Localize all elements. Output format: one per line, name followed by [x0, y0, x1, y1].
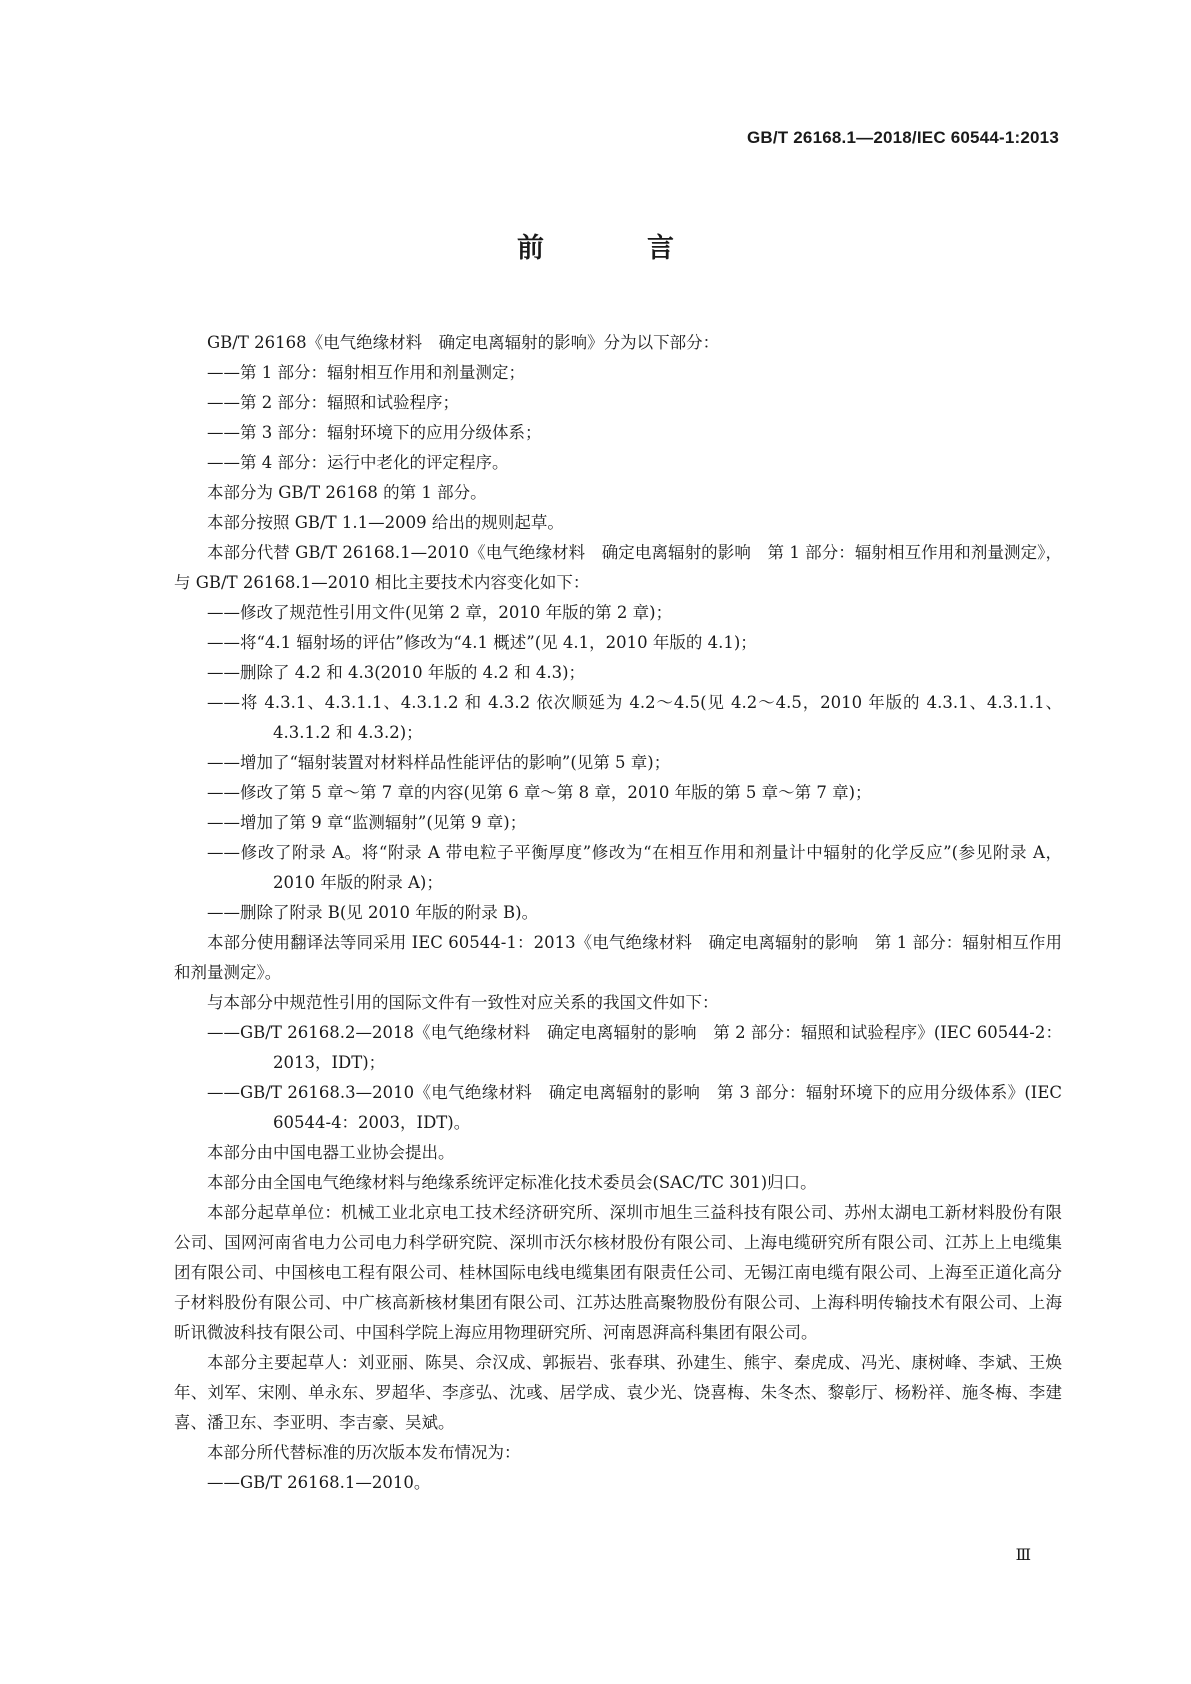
- paragraph: 本部分起草单位：机械工业北京电工技术经济研究所、深圳市旭生三益科技有限公司、苏州太湖电工新材料股份有限公司、国网河南省电力公司电力科学研究院、深圳市沃尔核材股份有限公司、上海电缆研究所有限公司、江苏上上电缆集团有限公司、中国核电工程有限公司、桂林国际电线电缆集团有限责任公司、无锡江南电缆有限公司、上海至正道化高分子材料股份有限公司、中广核高新核材集团有限公司、江苏达胜高聚物股份有限公司、上海科明传输技术有限公司、上海昕讯微波科技有限公司、中国科学院上海应用物理研究所、河南恩湃高科集团有限公司。: [174, 1203, 1062, 1342]
- paragraph: 本部分为 GB/T 26168 的第 1 部分。: [207, 483, 487, 502]
- foreword-body: [174, 328, 1062, 1498]
- paragraph: 与本部分中规范性引用的国际文件有一致性对应关系的我国文件如下：: [207, 993, 719, 1012]
- paragraph: 本部分代替 GB/T 26168.1—2010《电气绝缘材料 确定电离辐射的影响 第 1 部分：辐射相互作用和剂量测定》，与 GB/T 26168.1—2010 相比主要技术内容变化如下：: [174, 543, 1062, 592]
- list-item: ——删除了 4.2 和 4.3(2010 年版的 4.2 和 4.3)；: [207, 663, 586, 682]
- list-item: ——将 4.3.1、4.3.1.1、4.3.1.2 和 4.3.2 依次顺延为 4.2～4.5(见 4.2～4.5，2010 年版的 4.3.1、4.3.1.1、4.3.1.2 和 4.3.2)；: [207, 693, 1062, 742]
- paragraph: 本部分主要起草人：刘亚丽、陈昊、佘汉成、郭振岩、张春琪、孙建生、熊宇、秦虎成、冯光、康树峰、李斌、王焕年、刘军、宋刚、单永东、罗超华、李彦弘、沈彧、居学成、袁少光、饶喜梅、朱冬杰、黎彰厅、杨粉祥、施冬梅、李建喜、潘卫东、李亚明、李吉豪、吴斌。: [174, 1353, 1062, 1432]
- list-item: ——将“4.1 辐射场的评估”修改为“4.1 概述”(见 4.1，2010 年版的 4.1)；: [207, 633, 757, 652]
- list-item: ——GB/T 26168.3—2010《电气绝缘材料 确定电离辐射的影响 第 3 部分：辐射环境下的应用分级体系》(IEC 60544-4：2003，IDT)。: [207, 1083, 1062, 1132]
- paragraph: 本部分使用翻译法等同采用 IEC 60544-1：2013《电气绝缘材料 确定电离辐射的影响 第 1 部分：辐射相互作用和剂量测定》。: [174, 933, 1062, 982]
- list-item: ——第 1 部分：辐射相互作用和剂量测定；: [207, 363, 525, 382]
- list-item: ——第 3 部分：辐射环境下的应用分级体系；: [207, 423, 542, 442]
- paragraph: 本部分所代替标准的历次版本发布情况为：: [207, 1443, 521, 1462]
- list-item: ——GB/T 26168.2—2018《电气绝缘材料 确定电离辐射的影响 第 2 部分：辐照和试验程序》(IEC 60544-2：2013，IDT)；: [207, 1023, 1062, 1072]
- paragraph: 本部分由全国电气绝缘材料与绝缘系统评定标准化技术委员会(SAC/TC 301)归口。: [207, 1173, 817, 1192]
- page-title: 前 言: [517, 233, 712, 264]
- paragraph: 本部分由中国电器工业协会提出。: [207, 1143, 455, 1162]
- page-number: Ⅲ: [1015, 1545, 1031, 1564]
- list-item: ——增加了“辐射装置对材料样品性能评估的影响”(见第 5 章)；: [207, 753, 671, 772]
- list-item: ——增加了第 9 章“监测辐射”(见第 9 章)；: [207, 813, 527, 832]
- standard-code-header: GB/T 26168.1—2018/IEC 60544-1:2013: [746, 128, 1059, 147]
- list-item: ——修改了规范性引用文件(见第 2 章，2010 年版的第 2 章)；: [207, 603, 673, 622]
- list-item: ——GB/T 26168.1—2010。: [207, 1473, 431, 1492]
- list-item: ——第 2 部分：辐照和试验程序；: [207, 393, 459, 412]
- list-item: ——第 4 部分：运行中老化的评定程序。: [207, 453, 509, 472]
- list-item: ——修改了第 5 章～第 7 章的内容(见第 6 章～第 8 章，2010 年版的第 5 章～第 7 章)；: [207, 783, 872, 802]
- list-item: ——删除了附录 B(见 2010 年版的附录 B)。: [207, 903, 539, 922]
- paragraph: GB/T 26168《电气绝缘材料 确定电离辐射的影响》分为以下部分：: [207, 333, 720, 352]
- list-item: ——修改了附录 A。将“附录 A 带电粒子平衡厚度”修改为“在相互作用和剂量计中辐射的化学反应”(参见附录 A，2010 年版的附录 A)；: [207, 843, 1062, 892]
- paragraph: 本部分按照 GB/T 1.1—2009 给出的规则起草。: [207, 513, 564, 532]
